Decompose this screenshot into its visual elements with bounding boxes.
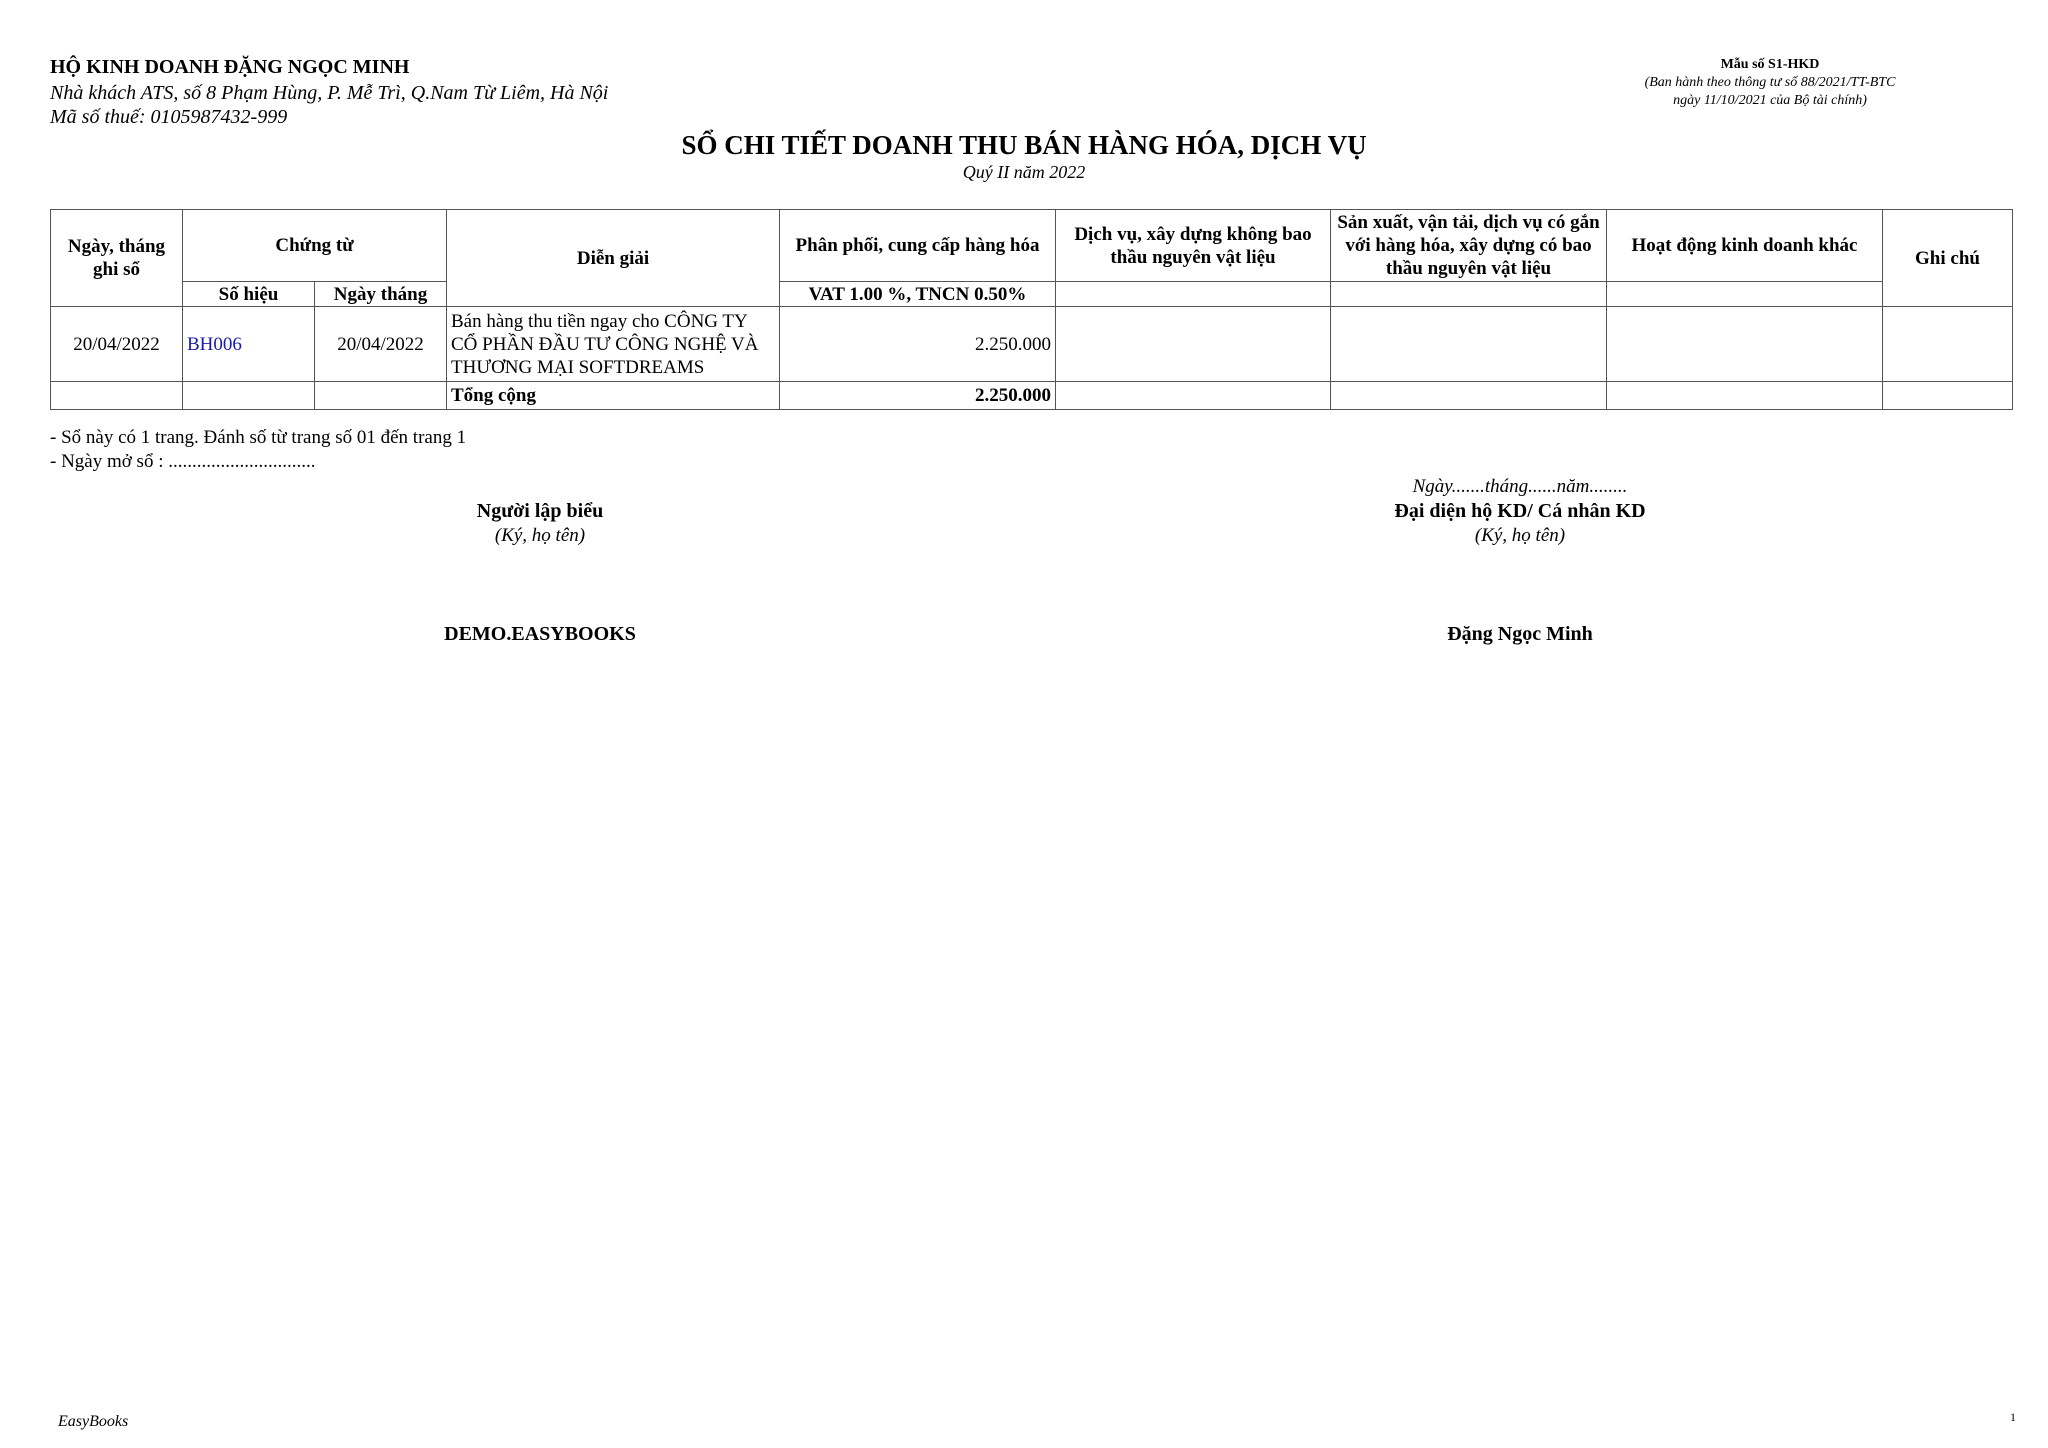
table-row	[51, 307, 2013, 382]
total-other	[1607, 382, 1883, 410]
total-voucher-date-empty	[315, 382, 447, 410]
header-voucher-date: Ngày tháng	[315, 282, 447, 307]
header-services-sub	[1056, 282, 1331, 307]
row-voucher-date: 20/04/2022	[315, 307, 447, 382]
total-services	[1056, 382, 1331, 410]
preparer-role: Người lập biểu	[476, 500, 604, 522]
representative-hint: (Ký, họ tên)	[1474, 525, 1566, 546]
header-other: Hoạt động kinh doanh khác	[1607, 210, 1883, 282]
document-title: SỔ CHI TIẾT DOANH THU BÁN HÀNG HÓA, DỊCH VỤ	[681, 130, 1367, 160]
note-open-date: - Ngày mở sổ : ...............................	[50, 451, 316, 472]
preparer-name: DEMO.EASYBOOKS	[444, 623, 636, 645]
company-tax-code: Mã số thuế: 0105987432-999	[50, 106, 288, 128]
total-notes	[1883, 382, 2013, 410]
signature-date-line: Ngày.......tháng......năm........	[1412, 476, 1628, 497]
document-period: Quý II năm 2022	[962, 162, 1086, 182]
total-voucher-no-empty	[183, 382, 315, 410]
header-voucher-no: Số hiệu	[183, 282, 315, 307]
page-number: 1	[2010, 1410, 2016, 1424]
header-production: Sản xuất, vận tải, dịch vụ có gắn với hàng hóa, xây dựng có bao thầu nguyên vật liệu	[1331, 210, 1607, 282]
table-header-row	[51, 210, 2013, 282]
total-distribution: 2.250.000	[780, 382, 1056, 410]
table-subheader-row	[51, 282, 2013, 307]
header-notes: Ghi chú	[1883, 210, 2013, 307]
header-services: Dịch vụ, xây dựng không bao thầu nguyên vật liệu	[1056, 210, 1331, 282]
company-address: Nhà khách ATS, số 8 Phạm Hùng, P. Mễ Trì, Q.Nam Từ Liêm, Hà Nội	[50, 82, 609, 104]
total-production	[1331, 382, 1607, 410]
representative-role: Đại diện hộ KD/ Cá nhân KD	[1394, 500, 1646, 522]
form-info	[1580, 56, 1960, 110]
total-row	[51, 382, 2013, 410]
header-tax-rate: VAT 1.00 %, TNCN 0.50%	[780, 282, 1056, 307]
row-distribution: 2.250.000	[780, 307, 1056, 382]
row-production	[1331, 307, 1607, 382]
header-voucher: Chứng từ	[183, 210, 447, 282]
header-production-sub	[1331, 282, 1607, 307]
header-distribution: Phân phối, cung cấp hàng hóa	[780, 210, 1056, 282]
form-note-line1: (Ban hành theo thông tư số 88/2021/TT-BTC	[1644, 75, 1896, 90]
voucher-link[interactable]: BH006	[187, 333, 242, 355]
form-code: Mẫu số S1-HKD	[1720, 57, 1820, 72]
row-services	[1056, 307, 1331, 382]
footer-brand: EasyBooks	[58, 1413, 129, 1430]
total-label: Tổng cộng	[447, 382, 780, 410]
total-date-empty	[51, 382, 183, 410]
header-other-sub	[1607, 282, 1883, 307]
note-pages: - Sổ này có 1 trang. Đánh số từ trang số 01 đến trang 1	[50, 427, 467, 448]
row-date: 20/04/2022	[51, 307, 183, 382]
row-voucher-no[interactable]	[183, 307, 315, 382]
revenue-ledger-table	[50, 209, 2013, 410]
header-date: Ngày, tháng ghi sổ	[51, 210, 183, 307]
preparer-hint: (Ký, họ tên)	[494, 525, 586, 546]
row-notes	[1883, 307, 2013, 382]
company-name: HỘ KINH DOANH ĐẶNG NGỌC MINH	[50, 56, 410, 78]
row-description: Bán hàng thu tiền ngay cho CÔNG TY CỔ PHẦN ĐẦU TƯ CÔNG NGHỆ VÀ THƯƠNG MẠI SOFTDREAMS	[447, 307, 780, 382]
row-other	[1607, 307, 1883, 382]
header-description: Diễn giải	[447, 210, 780, 307]
representative-name: Đặng Ngọc Minh	[1447, 623, 1593, 645]
form-note-line2: ngày 11/10/2021 của Bộ tài chính)	[1673, 93, 1867, 108]
